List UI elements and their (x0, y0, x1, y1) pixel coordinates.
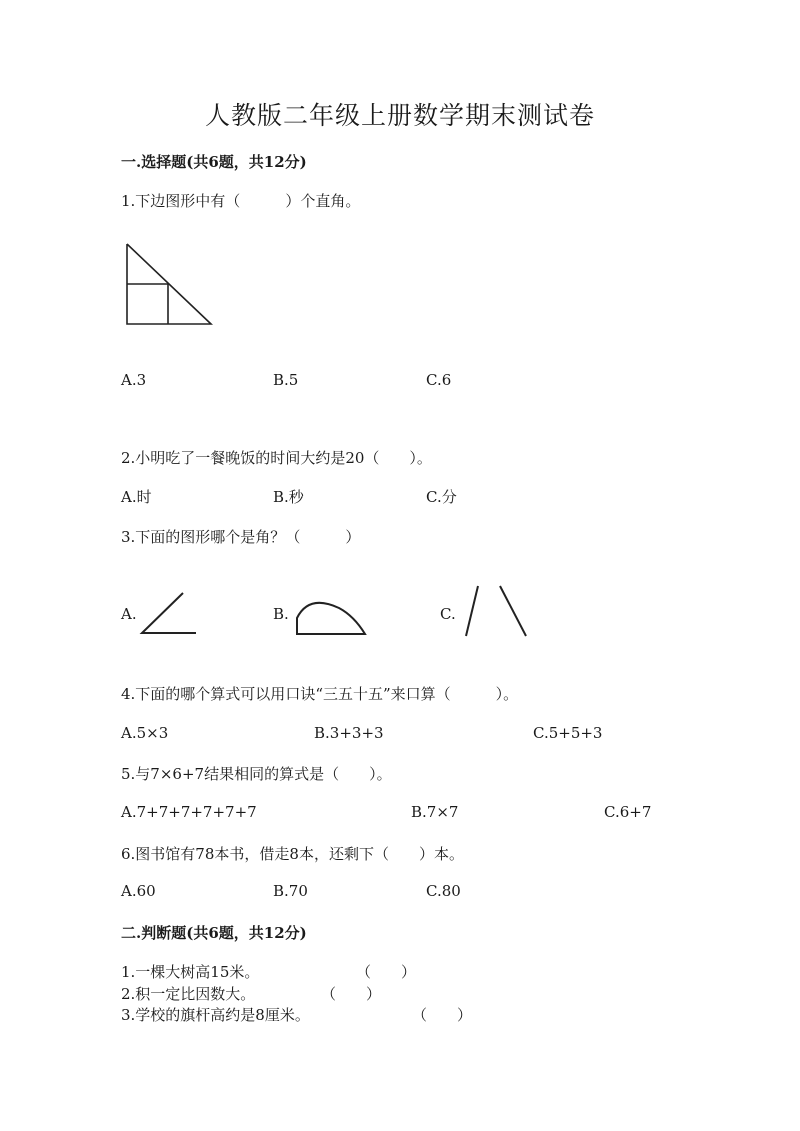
question-4-option-c[interactable]: C.5+5+3 (533, 724, 603, 742)
option-a-angle-figure (140, 590, 200, 636)
page-title: 人教版二年级上册数学期末测试卷 (204, 101, 595, 130)
question-1-stem: 1.下边图形中有（ ）个直角。 (121, 192, 361, 210)
judgement-1-text: 1.一棵大树高15米。 (121, 963, 260, 981)
angle-lines (142, 593, 196, 633)
judgement-3-blank[interactable]: （ ） (412, 1006, 473, 1024)
question-1-triangle-figure (120, 240, 220, 330)
question-3-option-a[interactable]: A. (121, 605, 137, 623)
question-3-option-b[interactable]: B. (273, 605, 289, 623)
question-2-option-c[interactable]: C.分 (426, 488, 457, 506)
inner-square-lines (127, 284, 168, 324)
option-b-curve-figure (294, 598, 368, 638)
question-4-option-b[interactable]: B.3+3+3 (314, 724, 384, 742)
question-6-stem: 6.图书馆有78本书，借走8本，还剩下（ ）本。 (121, 845, 464, 863)
question-5-option-a[interactable]: A.7+7+7+7+7+7 (121, 803, 257, 821)
left-line (466, 586, 478, 636)
question-2-option-a[interactable]: A.时 (121, 488, 152, 506)
question-2-stem: 2.小明吃了一餐晚饭的时间大约是20（ ）。 (121, 449, 432, 467)
question-5-stem: 5.与7×6+7结果相同的算式是（ ）。 (121, 765, 392, 783)
question-3-option-c[interactable]: C. (440, 605, 456, 623)
section-heading-choice: 一.选择题(共6题，共12分) (121, 153, 307, 171)
question-5-option-b[interactable]: B.7×7 (411, 803, 459, 821)
question-5-option-c[interactable]: C.6+7 (604, 803, 652, 821)
judgement-3-text: 3.学校的旗杆高约是8厘米。 (121, 1006, 310, 1024)
question-6-option-b[interactable]: B.70 (273, 882, 308, 900)
right-line (500, 586, 526, 636)
question-1-option-c[interactable]: C.6 (426, 371, 452, 389)
question-3-stem: 3.下面的图形哪个是角？（ ） (121, 528, 361, 546)
option-c-separate-lines-figure (462, 584, 532, 640)
question-6-option-a[interactable]: A.60 (121, 882, 156, 900)
question-1-option-b[interactable]: B.5 (273, 371, 299, 389)
question-6-option-c[interactable]: C.80 (426, 882, 461, 900)
question-4-stem: 4.下面的哪个算式可以用口诀“三五十五”来口算（ ）。 (121, 685, 519, 703)
question-4-option-a[interactable]: A.5×3 (121, 724, 169, 742)
curved-shape (297, 603, 365, 635)
question-2-option-b[interactable]: B.秒 (273, 488, 304, 506)
judgement-2-text: 2.积一定比因数大。 (121, 985, 256, 1003)
judgement-1-blank[interactable]: （ ） (356, 963, 417, 981)
section-heading-judgement: 二.判断题(共6题，共12分) (121, 924, 307, 942)
judgement-2-blank[interactable]: （ ） (321, 985, 382, 1003)
question-1-option-a[interactable]: A.3 (121, 371, 147, 389)
